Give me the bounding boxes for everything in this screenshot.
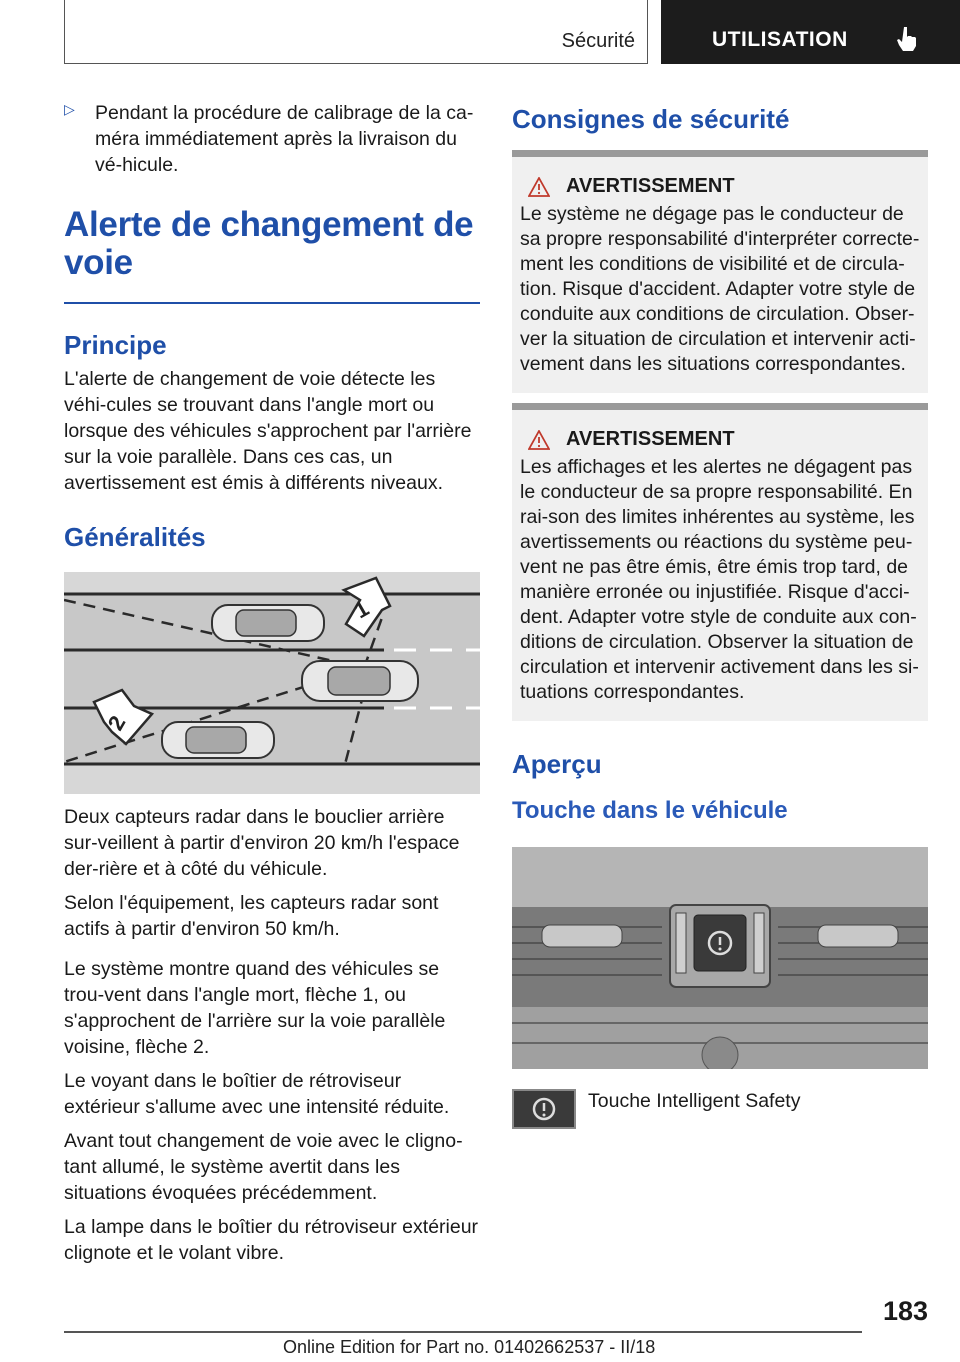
button-caption: Touche Intelligent Safety [588,1090,801,1112]
warning-triangle-icon [528,177,550,197]
footer-divider [64,1331,862,1333]
lane-change-figure [64,572,480,794]
warning-box [512,403,928,721]
header-section-box [64,0,648,64]
paragraph: La lampe dans le boîtier du rétroviseur extérieur clignote et le volant vibre. [64,1216,479,1264]
generalites-heading: Généralités [64,522,206,552]
warning-box [512,150,928,393]
paragraph: Avant tout changement de voie avec le cligno-tant allumé, le système avertit dans les situations évoquées précédemment. [64,1130,463,1204]
arrow-2-label: 2 [102,711,131,735]
principe-heading: Principe [64,330,167,360]
warning-triangle-icon [528,430,550,450]
lane-diagram [64,572,480,794]
car-bottom [162,722,274,758]
warning-title-text: AVERTISSEMENT [566,428,735,450]
car-middle [302,661,418,701]
section-title: Alerte de changement de voie [64,205,474,282]
consignes-heading: Consignes de sécurité [512,104,790,134]
header-chapter-label: UTILISATION [712,28,848,51]
warning-title [528,175,920,198]
warning-text: Le système ne dégage pas le conducteur de sa propre responsabilité d'interpréter correcte-ment les conditions de visibilité et de circula-tion. Risque d'accident. Adapter votre style de conduite aux conditions de circulation. Obser-ver la situation de circulation et intervenir acti-vement dans les situations correspondantes. [520,203,920,375]
intelligent-safety-icon [512,1089,576,1129]
arrow-1-label: 1 [350,595,374,624]
paragraph: Le voyant dans le boîtier de rétroviseur extérieur s'allume avec une intensité réduite. [64,1070,450,1118]
footer-edition: Online Edition for Part no. 01402662537 - II/18 [283,1337,656,1357]
warning-title-text: AVERTISSEMENT [566,175,735,197]
touche-heading: Touche dans le véhicule [512,797,788,824]
warning-text: Les affichages et les alertes ne dégagent pas le conducteur de sa propre responsabilité. En rai-son des limites inhérentes au système, les avertissements ou réactions du système peu-vent ne pas être émis, être émis trop tard, de manière erronée ou injustifiée. Risque d'acci-dent. Adapter votre style de conduite aux con-ditions de circulation. Observer la situation de circulation et intervenir activement dans les si-tuations correspondantes. [520,456,919,703]
paragraph: Le système montre quand des véhicules se trou-vent dans l'angle mort, flèche 1, ou s'approchent de l'arrière sur la voie parallèle voisine, flèche 2. [64,958,446,1058]
paragraph: Deux capteurs radar dans le bouclier arrière sur-veillent à partir d'environ 20 km/h l'espace der-rière et à côté du véhicule. [64,806,460,880]
bullet-text: Pendant la procédure de calibrage de la ca-méra immédiatement après la livraison du vé-hicule. [95,102,474,176]
paragraph: Selon l'équipement, les capteurs radar sont actifs à partir d'environ 50 km/h. [64,892,439,940]
title-divider [64,302,480,304]
apercu-heading: Aperçu [512,749,602,779]
right-column [512,100,928,1129]
bullet-triangle-icon: ▷ [64,101,75,117]
header-section-title: Sécurité [561,30,635,52]
hand-pointer-icon [893,24,921,52]
principe-text: L'alerte de changement de voie détecte les véhi-cules se trouvant dans l'angle mort ou lorsque des véhicules s'approchent par l'arrière sur la voie parallèle. Dans ces cas, un avertissement est émis à différents niveaux. [64,368,472,494]
page-number: 183 [882,1296,928,1326]
header-chapter-tab [661,0,960,64]
console-photo [512,847,928,1069]
caption-row [512,1089,928,1129]
left-column [64,100,480,1266]
warning-title [528,428,920,451]
car-top [212,605,324,641]
console-illustration [512,847,928,1069]
bullet-item [64,100,480,178]
